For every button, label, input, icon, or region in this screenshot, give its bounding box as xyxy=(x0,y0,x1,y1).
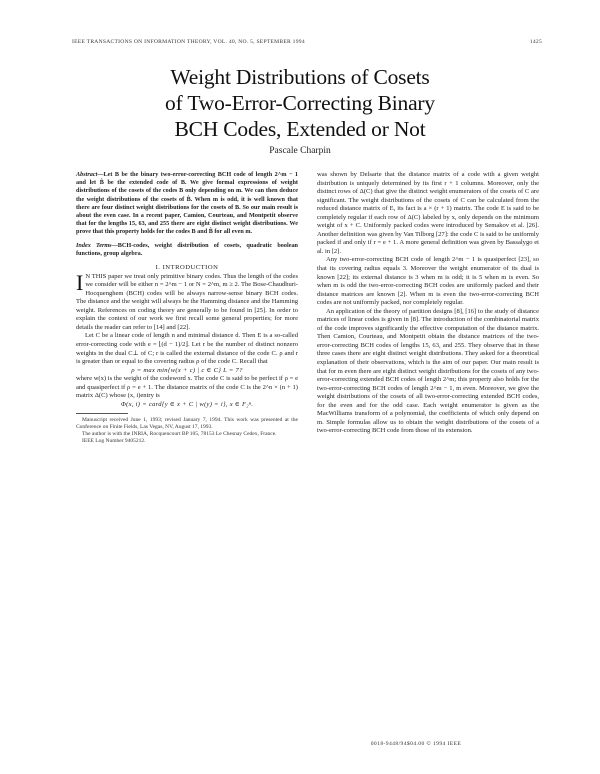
running-head xyxy=(72,39,542,45)
running-head-journal: IEEE TRANSACTIONS ON INFORMATION THEORY, VOL. 40, NO. 5, SEPTEMBER 1994 xyxy=(72,39,305,45)
body-paragraph: Any two-error-correcting BCH code of length 2^m − 1 is quasiperfect [23], so that its covering radius equals 3. Moreover the weight enumerator of its dual is known [22]; its external distance is 3 when m is odd; it is 5 when m is even. So when m is odd the two-error-correcting BCH codes are uniformly packed and their distance matrices are known [2]. When m is even the two-error-correcting BCH codes are not uniformly packed, nor completely regular. xyxy=(317,256,539,307)
index-terms-label: Index Terms xyxy=(76,241,112,249)
footnote-log-number: IEEE Log Number 9405212. xyxy=(82,438,146,445)
left-column xyxy=(76,171,298,445)
footnote-divider xyxy=(76,413,128,414)
intro-paragraph xyxy=(76,269,298,333)
index-terms-text: —BCH-codes, weight distribution of cosets, quadratic boolean functions, group algebra. xyxy=(76,241,298,257)
copyright-footer: 0018-9448/94$04.00 © 1994 IEEE xyxy=(370,741,462,747)
body-paragraph: was shown by Delsarte that the distance matrix of a code with a given weight distribution is uniquely determined by its first r + 1 columns. Moreover, only the distinct rows of Δ(C) that give the distinct weight enumerators of the cosets of C are significant. The weight distributions of the cosets of C can be calculated from the reduced distance matrix of E, its fact is a × (r + 1) matrix. The code E is said to be completely regular if each row of Δ(C) labeled by x, only depends on the minimum weight of x + C. Uniformly packed codes were introduced by Semakov et al. [26]. Another definition was given by Van Tilborg [27]: the code C is said to be uniformly packed if and only if r = e + 1. A more general definition was given by Bassalygo et al. in [2]. xyxy=(317,171,539,255)
title-line: BCH Codes, Extended or Not xyxy=(174,117,426,141)
body-paragraph: where w(x) is the weight of the codeword x. The code C is said to be perfect if ρ = e and quasiperfect if ρ = e + 1. The distance matrix of the code C is the 2^n × (n + 1) matrix Δ(C) whose (x, i)entry is xyxy=(76,375,298,400)
intro-text: N THIS paper we treat only primitive binary codes. Thus the length of the codes we consider will be either n = 2^m − 1 or N = 2^m, m ≥ 2. The Bose-Chaudhuri-Hocquenghem (BCH) codes will be always narrow-sense binary BCH codes. The distance and the weight will always be the Hamming distance and the Hamming weight. References on coding theory are generally to be found in [25]. In order to explain the context of our work we first recall some general properties; for more details the reader can refer to [14] and [22]. xyxy=(76,272,298,331)
equation-covering-radius: ρ = max min{w(x + c) | c ∈ C} L = 7? xyxy=(131,366,243,374)
abstract xyxy=(76,171,298,237)
abstract-text: —Let B be the binary two-error-correcting BCH code of length 2^m − 1 and let B̂ be the extended code of B. We give formal expressions of weight distributions of the cosets of the codes B only depending on m. We can then deduce the weight distributions of the cosets of B̂. When m is odd, it is well known that there are four distinct weight distributions for the cosets of B. So our main result is about the even case. In a recent paper, Camion, Courteau, and Montpetit observe that for the lengths 15, 63, and 255 there are eight distinct weight distributions. We prove that this property holds for the codes B and B̂ for all even m. xyxy=(76,171,298,236)
footnote-manuscript: Manuscript received June 1, 1993; revised January 7, 1994. This work was presented at the Conference on Finite Fields, Las Vegas, NV, August 17, 1993. xyxy=(76,417,298,431)
section-heading: I. INTRODUCTION xyxy=(155,264,219,272)
body-paragraph: An application of the theory of partition designs [8], [16] to the study of distance matrices of linear codes is given in [8]. The introduction of the combinatorial matrix of the code improves significantly the effective computation of the distance matrix. Then Camion, Courteau, and Montpetit obtain the distance matrices of the two-error-correcting BCH codes of lengths 15, 63, and 255. They observe that in these three cases there are eight distinct weight distributions. They asked for a theoretical explanation of their observations, which is the aim of our paper. Our main result is that for m even there are eight distinct weight distributions for the cosets of any two-error-correcting extended BCH codes of length 2^m; this property also holds for the two-error-correcting BCH codes of length 2^m − 1, m even. Moreover, we give the weight distributions of the cosets of all two-error-correcting extended BCH codes, for the even and for the odd case. Each weight enumerator is given as the MacWilliams transform of a polynomial, the coefficients of which only depend on m. Simple formulas allow us to obtain the weight distributions of the cosets of a two-error-correcting BCH code from those of its extension. xyxy=(317,307,539,435)
drop-cap: I xyxy=(76,269,84,295)
title-line: Weight Distributions of Cosets xyxy=(170,65,430,89)
paper-title xyxy=(100,64,500,142)
title-line: of Two-Error-Correcting Binary xyxy=(165,91,435,115)
author-name: Pascale Charpin xyxy=(269,146,331,156)
abstract-label: Abstract xyxy=(76,171,98,178)
right-column xyxy=(317,171,539,436)
page-number: 1425 xyxy=(529,39,542,45)
footnote-affiliation: The author is with the INRIA, Rocquencourt BP 105, 78153 Le Chesnay Cedex, France. xyxy=(82,431,277,438)
index-terms xyxy=(76,242,298,258)
equation-distance-matrix: Φ(x, i) = card{y ∈ x + C | w(y) = i}, x ∈ F₂ⁿ. xyxy=(120,400,254,408)
body-paragraph: Let C be a linear code of length n and minimal distance d. Then E is a so-called error-correcting code with e = ⌊(d − 1)/2⌋. Let r be the number of distinct nonzero weights in the dual C⊥ of C; r is called the external distance of the code C. ρ and r is greater than or equal to the covering radius ρ of the code C. Recall that xyxy=(76,332,298,366)
